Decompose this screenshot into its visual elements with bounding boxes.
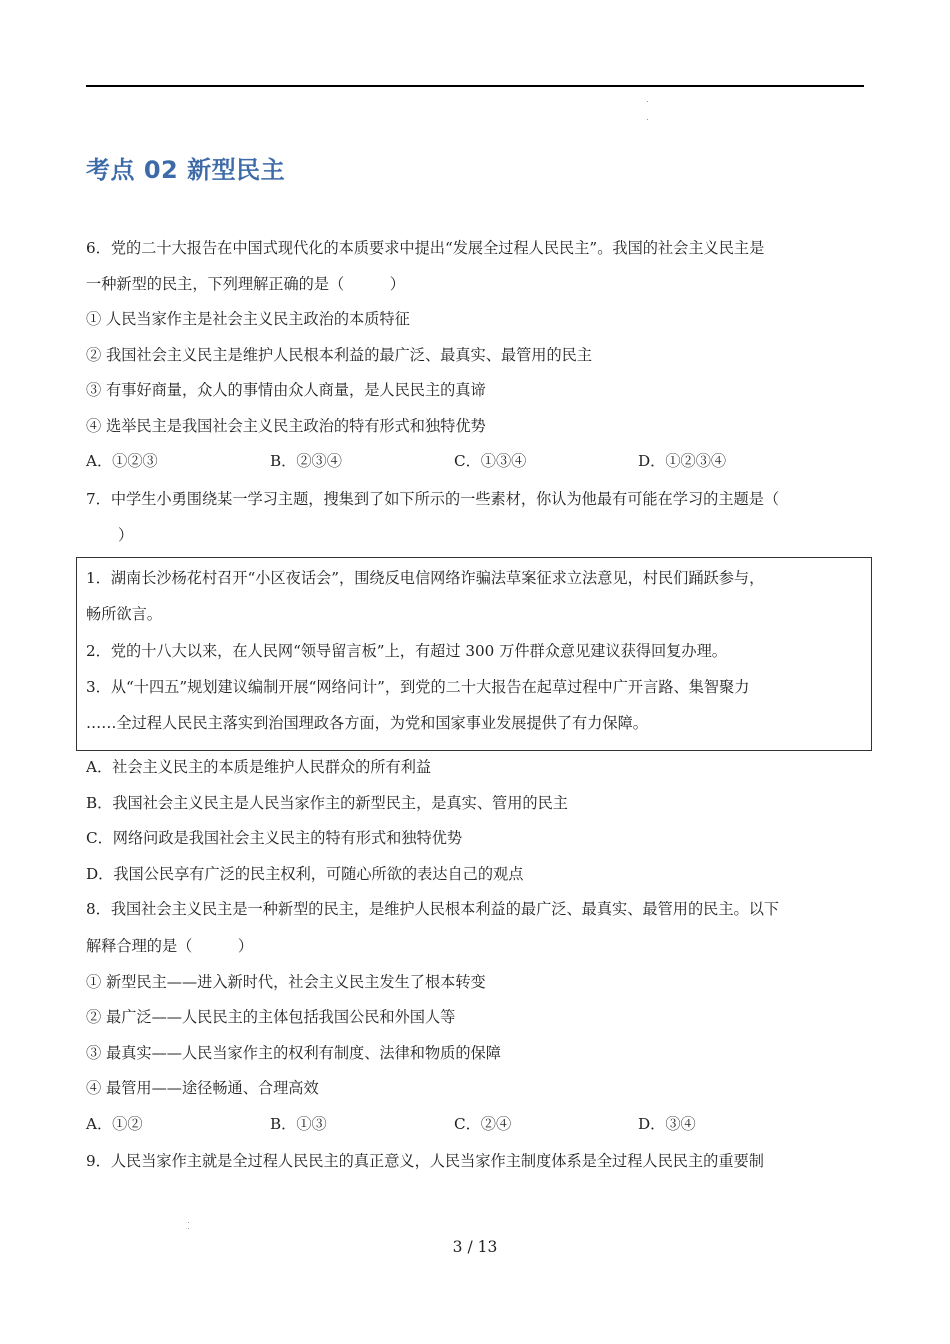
decorative-dot <box>647 101 648 102</box>
q6-option-c[interactable]: C．①③④ <box>454 452 527 470</box>
q8-stem-line1: 8．我国社会主义民主是一种新型的民主，是维护人民根本利益的最广泛、最真实、最管用的民主。以下 <box>86 900 780 918</box>
q7-option-b[interactable]: B．我国社会主义民主是人民当家作主的新型民主，是真实、管用的民主 <box>86 794 568 812</box>
q6-item-3: ③ 有事好商量，众人的事情由众人商量，是人民民主的真谛 <box>86 381 486 399</box>
q6-stem-line2: 一种新型的民主，下列理解正确的是（ ） <box>86 275 405 293</box>
decorative-dot <box>188 1222 189 1223</box>
q6-option-d[interactable]: D．①②③④ <box>638 452 727 470</box>
q8-stem-line2: 解释合理的是（ ） <box>86 937 254 955</box>
q8-item-3: ③ 最真实——人民当家作主的权利有制度、法律和物质的保障 <box>86 1044 501 1062</box>
material-line-5: ……全过程人民民主落实到治国理政各方面，为党和国家事业发展提供了有力保障。 <box>86 714 648 732</box>
q6-stem-line1: 6．党的二十大报告在中国式现代化的本质要求中提出“发展全过程人民民主”。我国的社会主义民主是 <box>86 239 765 257</box>
decorative-dot <box>188 1228 189 1229</box>
q7-option-d[interactable]: D．我国公民享有广泛的民主权利，可随心所欲的表达自己的观点 <box>86 865 524 883</box>
page-number: 3 / 13 <box>452 1238 498 1256</box>
q7-stem-line1: 7．中学生小勇围绕某一学习主题，搜集到了如下所示的一些素材，你认为他最有可能在学习的主题是（ <box>86 490 780 508</box>
decorative-dot <box>647 119 648 120</box>
q6-option-a[interactable]: A．①②③ <box>86 452 158 470</box>
material-line-2: 畅所欲言。 <box>86 605 162 623</box>
q8-option-d[interactable]: D．③④ <box>638 1115 696 1133</box>
q8-item-4: ④ 最管用——途径畅通、合理高效 <box>86 1079 319 1097</box>
section-title: 考点 02 新型民主 <box>86 156 286 184</box>
q7-stem-line2: ） <box>118 526 134 544</box>
q6-item-2: ② 我国社会主义民主是维护人民根本利益的最广泛、最真实、最管用的民主 <box>86 346 593 364</box>
q8-option-c[interactable]: C．②④ <box>454 1115 512 1133</box>
q8-option-a[interactable]: A．①② <box>86 1115 143 1133</box>
material-line-4: 3．从“十四五”规划建议编制开展“网络问计”，到党的二十大报告在起草过程中广开言路、集智聚力 <box>86 678 750 696</box>
q8-item-2: ② 最广泛——人民民主的主体包括我国公民和外国人等 <box>86 1008 456 1026</box>
material-line-1: 1．湖南长沙杨花村召开“小区夜话会”，围绕反电信网络诈骗法草案征求立法意见，村民们踊跃参与， <box>86 569 765 587</box>
q8-item-1: ① 新型民主——进入新时代，社会主义民主发生了根本转变 <box>86 973 486 991</box>
material-line-3: 2．党的十八大以来，在人民网“领导留言板”上，有超过 300 万件群众意见建议获得回复办理。 <box>86 642 727 660</box>
q9-stem-line1: 9．人民当家作主就是全过程人民民主的真正意义，人民当家作主制度体系是全过程人民民主的重要制 <box>86 1152 764 1170</box>
header-rule <box>86 85 864 87</box>
q8-option-b[interactable]: B．①③ <box>270 1115 327 1133</box>
q6-option-b[interactable]: B．②③④ <box>270 452 342 470</box>
q7-option-c[interactable]: C．网络问政是我国社会主义民主的特有形式和独特优势 <box>86 829 463 847</box>
q6-item-4: ④ 选举民主是我国社会主义民主政治的特有形式和独特优势 <box>86 417 486 435</box>
q6-item-1: ① 人民当家作主是社会主义民主政治的本质特征 <box>86 310 410 328</box>
q7-option-a[interactable]: A．社会主义民主的本质是维护人民群众的所有利益 <box>86 758 432 776</box>
